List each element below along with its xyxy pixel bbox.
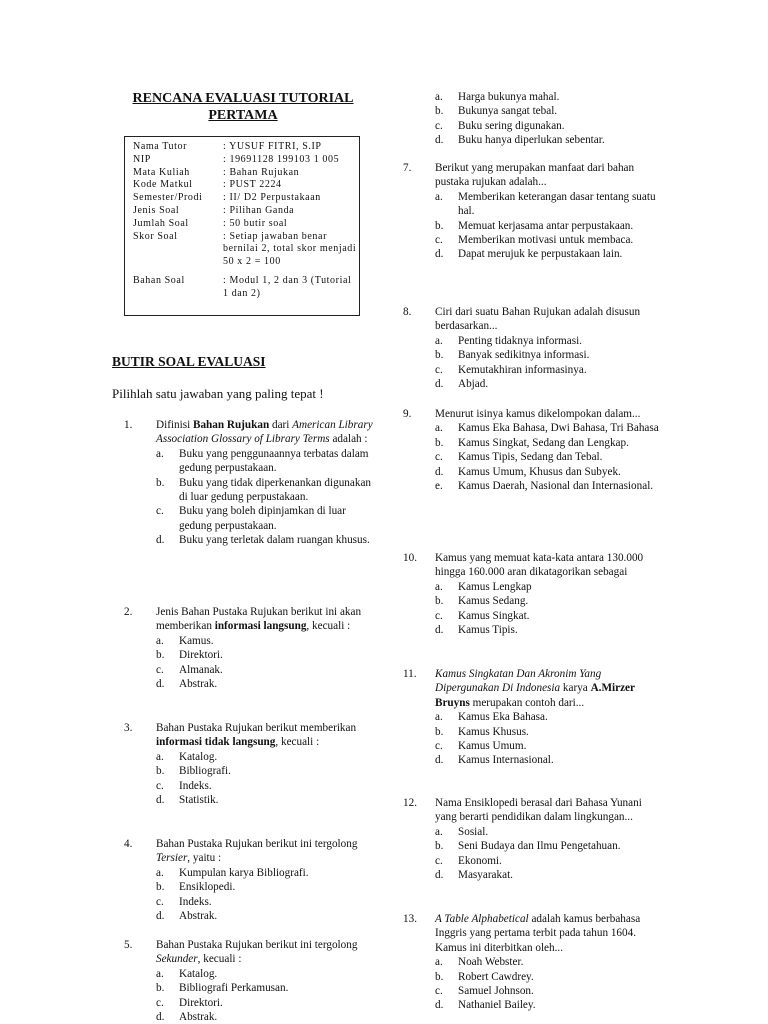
option <box>435 839 663 853</box>
stem-text: Bahan Pustaka Rujukan berikut ini tergolong <box>156 939 358 951</box>
stem-text: Nama Ensiklopedi berasal dari Bahasa Yunani yang berarti pendidikan dalam lingkungan... <box>435 797 642 824</box>
option-text: Samuel Johnson. <box>458 985 534 998</box>
stem-text: , kecuali : <box>275 736 320 749</box>
option-letter: c. <box>435 609 443 622</box>
info-value: : 50 butir soal <box>223 217 288 229</box>
option-letter: d. <box>156 678 165 691</box>
info-row <box>133 154 359 167</box>
stem-text: Bahan Pustaka Rujukan berikut ini tergolong <box>156 838 358 850</box>
option-letter: c. <box>435 119 443 132</box>
option-letter: c. <box>156 663 164 676</box>
stem-text: Bahan Pustaka Rujukan berikut memberikan <box>156 722 357 734</box>
question-item <box>403 305 663 391</box>
stem-text: informasi langsung <box>214 620 307 633</box>
info-row <box>133 275 359 301</box>
question-stem <box>435 796 663 825</box>
option <box>156 648 374 662</box>
option <box>156 677 374 691</box>
option-text: Kamus Tipis. <box>458 624 518 637</box>
info-label: Skor Soal <box>133 230 178 242</box>
stem-text: Ciri dari suatu Bahan Rujukan adalah disusun berdasarkan... <box>435 306 641 333</box>
option <box>435 955 663 969</box>
info-value: : PUST 2224 <box>223 179 282 191</box>
info-row <box>133 231 359 269</box>
info-value: : 19691128 199103 1 005 <box>223 153 340 165</box>
info-label: Mata Kuliah <box>133 166 190 178</box>
stem-text: karya <box>560 682 591 695</box>
info-label: Kode Matkul <box>133 179 193 191</box>
info-value: : YUSUF FITRI, S.IP <box>223 141 322 152</box>
info-value: : Setiap jawaban benar bernilai 2, total skor menjadi 50 x 2 = 100 <box>223 230 357 268</box>
option-text: Buku hanya diperlukan sebentar. <box>458 134 605 147</box>
option <box>435 710 663 724</box>
info-row <box>133 192 359 205</box>
option-letter: b. <box>156 765 165 778</box>
stem-text: informasi tidak langsung <box>156 736 276 749</box>
option-letter: d. <box>435 624 444 637</box>
tutor-info-box <box>124 136 360 316</box>
option-text: Dapat merujuk ke perpustakaan lain. <box>458 248 623 261</box>
option-text: Almanak. <box>179 663 223 676</box>
option <box>435 868 663 882</box>
question-item <box>124 418 374 548</box>
option <box>156 866 374 880</box>
question-number: 2. <box>124 606 133 618</box>
question-number: 12. <box>403 797 417 809</box>
option-letter: d. <box>435 248 444 261</box>
question-number: 8. <box>403 306 412 318</box>
option-letter: d. <box>156 1011 165 1024</box>
question-number: 4. <box>124 838 133 850</box>
option <box>156 793 374 807</box>
question-item <box>403 796 663 882</box>
option-letter: d. <box>156 534 165 547</box>
option-text: Buku sering digunakan. <box>458 119 565 132</box>
info-value: : II/ D2 Perpustakaan <box>223 192 321 204</box>
option-text: Ensiklopedi. <box>179 881 236 894</box>
info-row <box>133 141 359 154</box>
option <box>156 533 374 547</box>
question-stem <box>435 161 663 190</box>
option-text: Kamus Umum. <box>458 740 527 753</box>
option-text: Banyak sedikitnya informasi. <box>458 349 590 362</box>
option-letter: a. <box>156 967 164 980</box>
option <box>435 609 663 623</box>
question-stem <box>156 418 374 447</box>
option-text: Kamus Daerah, Nasional dan Internasional. <box>458 480 654 493</box>
question-number: 5. <box>124 939 133 951</box>
option-text: Kamus Umum, Khusus dan Subyek. <box>458 465 621 478</box>
option-letter: c. <box>435 451 443 464</box>
option <box>156 895 374 909</box>
option-letter: c. <box>435 740 443 753</box>
question-number: 1. <box>124 419 133 431</box>
option-letter: c. <box>435 854 443 867</box>
option-letter: a. <box>156 750 164 763</box>
option <box>435 479 663 493</box>
question-number: 10. <box>403 552 417 564</box>
info-value: : Bahan Rujukan <box>223 166 300 178</box>
option <box>435 119 663 133</box>
option <box>435 436 663 450</box>
option-text: Bukunya sangat tebal. <box>458 105 558 118</box>
option-text: Seni Budaya dan Ilmu Pengetahuan. <box>458 840 621 853</box>
option <box>435 104 663 118</box>
option-text: Robert Cawdrey. <box>458 970 534 983</box>
option-letter: e. <box>435 480 443 493</box>
option-text: Bibliografi. <box>179 765 231 778</box>
option-text: Penting tidaknya informasi. <box>458 334 582 347</box>
option <box>435 623 663 637</box>
option-text: Kamus Eka Bahasa. <box>458 711 548 724</box>
option <box>435 594 663 608</box>
info-label: Semester/Prodi <box>133 192 203 204</box>
option-text: Sosial. <box>458 825 489 838</box>
option-text: Kamus Khusus. <box>458 725 529 738</box>
info-row <box>133 167 359 180</box>
option-letter: a. <box>435 825 443 838</box>
stem-text: Bahan Rujukan <box>192 419 270 431</box>
stem-text: Jenis Bahan Pustaka Rujukan berikut ini akan memberikan <box>156 606 362 633</box>
option-letter: c. <box>435 985 443 998</box>
question-number: 13. <box>403 913 417 925</box>
option <box>156 909 374 923</box>
option <box>435 753 663 767</box>
question-item <box>124 938 374 1024</box>
option-text: Masyarakat. <box>458 869 513 882</box>
option-letter: a. <box>156 866 164 879</box>
document-title <box>118 90 368 124</box>
option-letter: c. <box>156 996 164 1009</box>
option-text: Kamus Singkat. <box>458 609 530 622</box>
option-text: Katalog. <box>179 967 218 980</box>
stem-text: , kecuali : <box>306 620 351 633</box>
option-letter: c. <box>156 895 164 908</box>
option-letter: a. <box>435 334 443 347</box>
option <box>435 825 663 839</box>
question-item <box>124 605 374 691</box>
option-letter: b. <box>435 725 444 738</box>
option-text: Kamus Internasional. <box>458 754 554 767</box>
option <box>435 580 663 594</box>
option-text: Kumpulan karya Bibliografi. <box>179 866 309 879</box>
option-text: Indeks. <box>179 895 212 908</box>
option <box>435 450 663 464</box>
option-text: Kamus Sedang. <box>458 595 529 608</box>
option <box>156 996 374 1010</box>
continued-options <box>435 90 663 148</box>
info-row <box>133 205 359 218</box>
option-text: Abjad. <box>458 378 489 391</box>
question-stem <box>156 721 374 750</box>
option-text: Kemutakhiran informasinya. <box>458 363 587 376</box>
option <box>156 967 374 981</box>
info-label: Bahan Soal <box>133 274 185 286</box>
option-letter: b. <box>435 436 444 449</box>
option-text: Abstrak. <box>179 1011 218 1024</box>
option <box>156 750 374 764</box>
option-text: Ekonomi. <box>458 854 502 867</box>
option-letter: a. <box>435 711 443 724</box>
option <box>156 476 374 505</box>
question-item <box>403 667 663 768</box>
option-text: Kamus Tipis, Sedang dan Tebal. <box>458 451 603 464</box>
option <box>435 190 663 219</box>
option-letter: a. <box>435 956 443 969</box>
option-text: Statistik. <box>179 794 219 807</box>
option <box>156 634 374 648</box>
question-item <box>403 407 663 493</box>
stem-text: Sekunder <box>156 953 198 966</box>
info-value: : Modul 1, 2 dan 3 (Tutorial 1 dan 2) <box>223 274 352 299</box>
option <box>156 764 374 778</box>
option-letter: c. <box>435 234 443 247</box>
instruction-text: Pilihlah satu jawaban yang paling tepat ! <box>112 386 324 401</box>
option <box>156 1010 374 1024</box>
option-text: Kamus Singkat, Sedang dan Lengkap. <box>458 436 629 449</box>
option <box>156 447 374 476</box>
info-label: Jenis Soal <box>133 204 180 216</box>
question-stem <box>435 551 663 580</box>
option-letter: a. <box>156 447 164 460</box>
stem-text: Berikut yang merupakan manfaat dari bahan pustaka rujukan adalah... <box>435 162 635 189</box>
question-stem <box>156 605 374 634</box>
option-letter: b. <box>435 970 444 983</box>
stem-text: Kamus Singkatan Dan Akronim Yang Dipergunakan Di Indonesia <box>435 668 602 695</box>
option <box>435 133 663 147</box>
option-text: Buku yang penggunaannya terbatas dalam gedung perpustakaan. <box>179 447 369 475</box>
option-text: Bibliografi Perkamusan. <box>179 982 289 995</box>
stem-text: adalah kamus berbahasa Inggris yang pertama terbit pada tahun 1604. Kamus ini diterbitkan oleh... <box>435 913 641 954</box>
option-letter: c. <box>156 779 164 792</box>
stem-text: Kamus yang memuat kata-kata antara 130.000 hingga 160.000 aran dikatagorikan sebagai <box>435 552 644 579</box>
stem-text: dari <box>269 419 293 431</box>
stem-text: merupakan contoh dari... <box>469 696 585 709</box>
stem-text: Difinisi <box>156 419 193 431</box>
stem-text: , yaitu : <box>187 852 222 865</box>
info-label: Nama Tutor <box>133 141 188 152</box>
option-letter: b. <box>156 649 165 662</box>
option-letter: d. <box>435 378 444 391</box>
section-heading: BUTIR SOAL EVALUASI <box>112 354 266 369</box>
option-text: Direktori. <box>179 649 223 662</box>
stem-text: adalah : <box>329 433 368 446</box>
question-stem <box>435 305 663 334</box>
question-stem <box>435 667 663 710</box>
option <box>435 219 663 233</box>
question-stem <box>435 912 663 955</box>
option <box>435 233 663 247</box>
option-letter: a. <box>435 91 443 103</box>
option-text: Memberikan keterangan dasar tentang suatu hal. <box>458 190 656 218</box>
option-letter: b. <box>435 219 444 232</box>
stem-text: , kecuali : <box>197 953 242 966</box>
option <box>435 739 663 753</box>
title-line-2: PERTAMA <box>208 108 278 123</box>
option <box>156 663 374 677</box>
option-letter: a. <box>156 634 164 647</box>
question-item <box>403 161 663 262</box>
option <box>435 247 663 261</box>
option-letter: d. <box>435 754 444 767</box>
info-label: NIP <box>133 153 151 165</box>
option-letter: d. <box>435 869 444 882</box>
option <box>435 465 663 479</box>
option <box>435 377 663 391</box>
option-letter: b. <box>435 840 444 853</box>
option <box>156 504 374 533</box>
option <box>435 725 663 739</box>
option <box>435 348 663 362</box>
option-letter: d. <box>156 794 165 807</box>
option-letter: a. <box>435 190 443 203</box>
question-stem <box>156 938 374 967</box>
question-item <box>403 912 663 1013</box>
option-text: Kamus Lengkap <box>458 580 532 593</box>
option-text: Buku yang boleh dipinjamkan di luar gedung perpustakaan. <box>179 505 346 532</box>
option-letter: b. <box>156 476 165 489</box>
option-text: Abstrak. <box>179 910 218 923</box>
question-stem <box>156 837 374 866</box>
option <box>156 779 374 793</box>
option-text: Memuat kerjasama antar perpustakaan. <box>458 219 634 232</box>
option-text: Direktori. <box>179 996 223 1009</box>
stem-text: American Library Association Glossary of Library Terms <box>156 419 373 446</box>
option <box>435 854 663 868</box>
info-value: : Pilihan Ganda <box>223 204 295 216</box>
info-row <box>133 179 359 192</box>
option-text: Indeks. <box>179 779 212 792</box>
stem-text: Tersier <box>156 852 188 865</box>
option-letter: c. <box>156 505 164 518</box>
option-text: Katalog. <box>179 750 218 763</box>
option <box>435 421 663 435</box>
question-item <box>124 721 374 807</box>
option-letter: b. <box>156 881 165 894</box>
option-text: Nathaniel Bailey. <box>458 999 536 1012</box>
option-letter: b. <box>435 105 444 118</box>
option-letter: c. <box>435 363 443 376</box>
stem-text: Menurut isinya kamus dikelompokan dalam... <box>435 408 641 420</box>
option <box>435 984 663 998</box>
info-row <box>133 218 359 231</box>
option-text: Abstrak. <box>179 678 218 691</box>
option-letter: a. <box>435 422 443 435</box>
option-letter: b. <box>435 349 444 362</box>
option-letter: a. <box>435 580 443 593</box>
option <box>156 981 374 995</box>
stem-text: A.Mirzer Bruyns <box>435 682 635 709</box>
question-number: 9. <box>403 408 412 420</box>
option <box>435 90 663 104</box>
option-text: Kamus. <box>179 634 214 647</box>
option-text: Buku yang tidak diperkenankan digunakan di luar gedung perpustakaan. <box>179 476 372 504</box>
option-letter: b. <box>435 595 444 608</box>
option <box>435 363 663 377</box>
question-number: 11. <box>403 668 417 680</box>
info-label: Jumlah Soal <box>133 217 189 229</box>
question-item <box>403 551 663 637</box>
option-letter: b. <box>156 982 165 995</box>
stem-text: A Table Alphabetical <box>435 913 529 925</box>
question-number: 7. <box>403 162 412 174</box>
option-text: Memberikan motivasi untuk membaca. <box>458 234 634 247</box>
question-number: 3. <box>124 722 133 734</box>
option <box>156 880 374 894</box>
option <box>435 970 663 984</box>
option <box>435 334 663 348</box>
option-letter: d. <box>156 910 165 923</box>
option <box>435 998 663 1012</box>
option-text: Noah Webster. <box>458 956 524 969</box>
option-letter: d. <box>435 999 444 1012</box>
title-line-1: RENCANA EVALUASI TUTORIAL <box>132 91 354 106</box>
question-item <box>124 837 374 923</box>
option-text: Buku yang terletak dalam ruangan khusus. <box>179 534 370 547</box>
option-letter: d. <box>435 465 444 478</box>
option-text: Harga bukunya mahal. <box>458 91 560 103</box>
option-text: Kamus Eka Bahasa, Dwi Bahasa, Tri Bahasa <box>458 422 659 435</box>
option-letter: d. <box>435 134 444 147</box>
question-stem <box>435 407 663 421</box>
